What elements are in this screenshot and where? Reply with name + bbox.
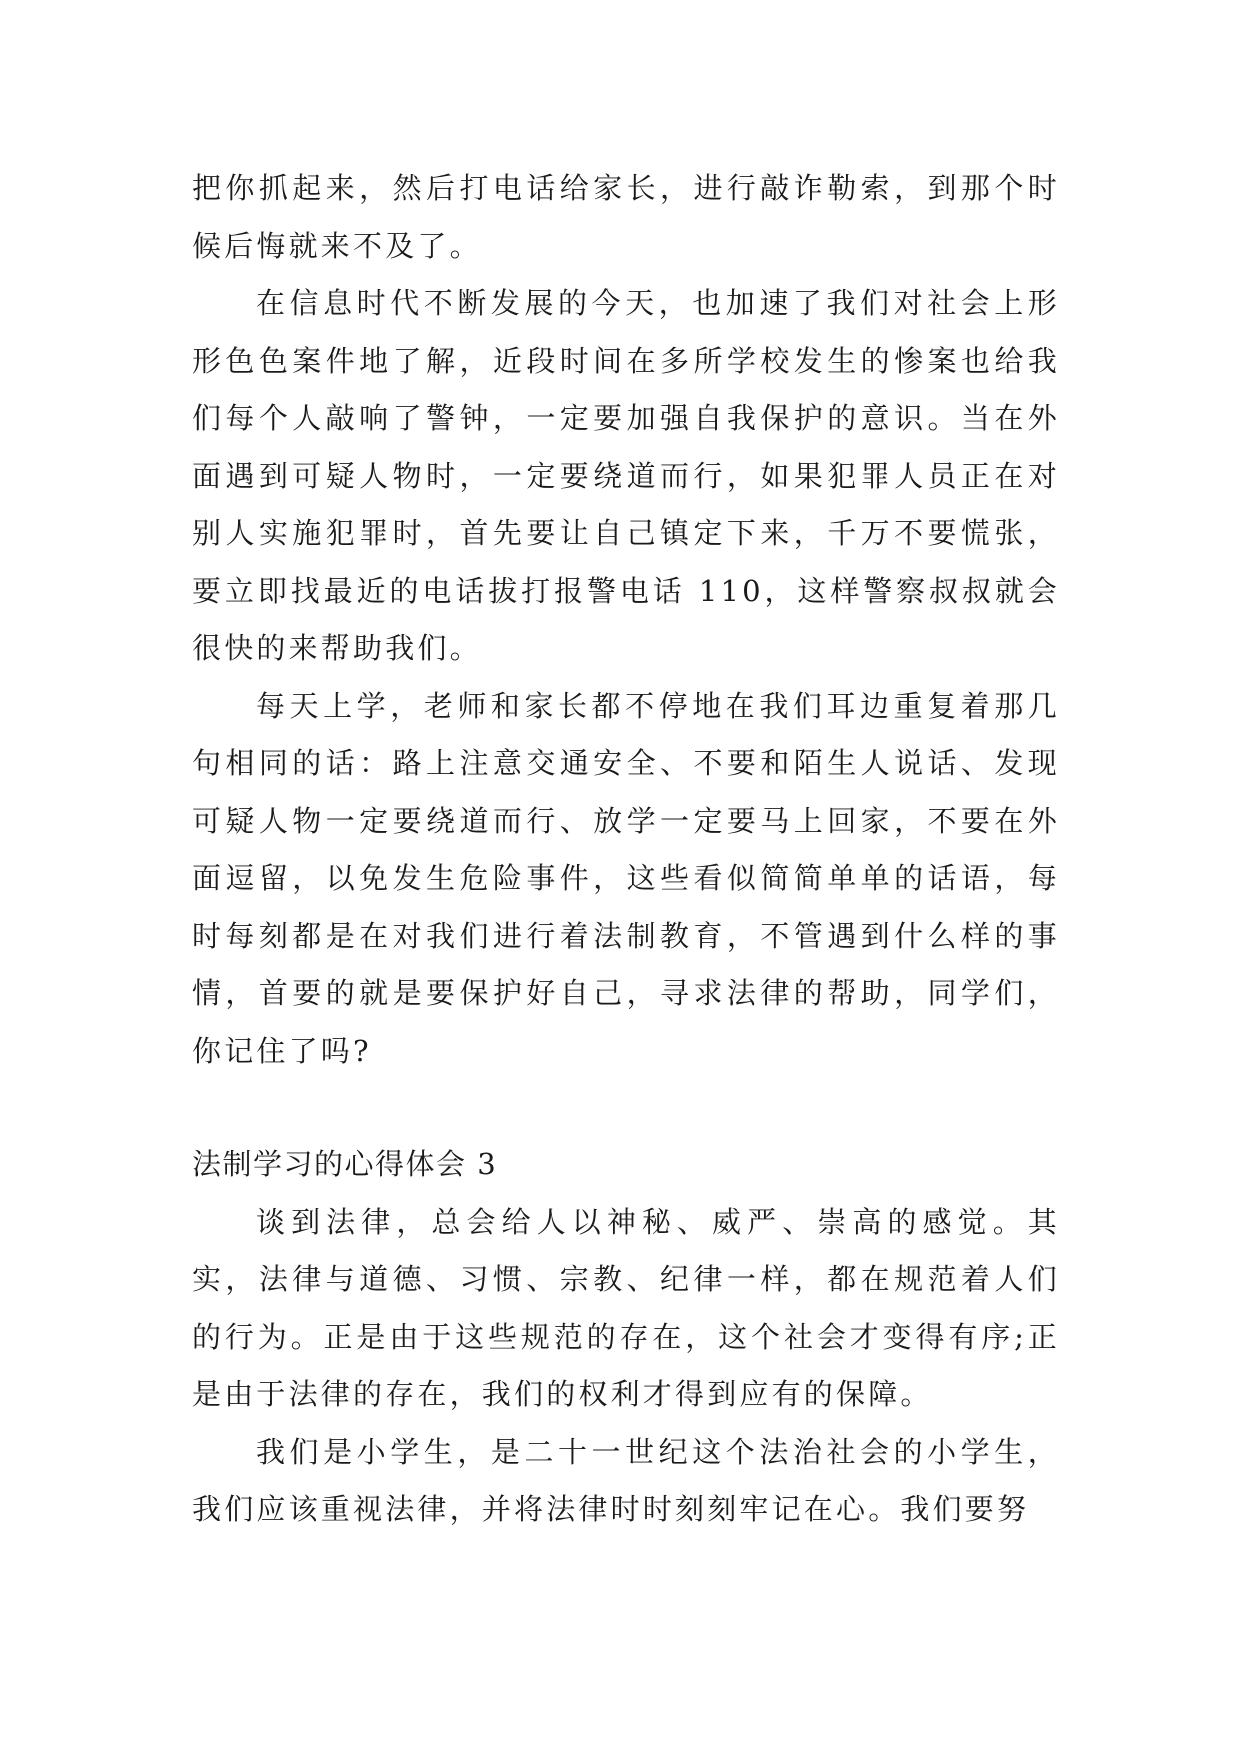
paragraph-students: 我们是小学生，是二十一世纪这个法治社会的小学生，我们应该重视法律，并将法律时时刻刻牢记在心。我们要努 <box>192 1434 1060 1526</box>
paragraph-information-age: 在信息时代不断发展的今天，也加速了我们对社会上形形色色案件地了解，近段时间在多所学校发生的惨案也给我们每个人敲响了警钟，一定要加强自我保护的意识。当在外面遇到可疑人物时，一定要绕道而行，如果犯罪人员正在对别人实施犯罪时，首先要让自己镇定下来，千万不要慌张，要立即找最近的电话拔打报警电话 110，这样警察叔叔就会很快的来帮助我们。 <box>192 286 1060 665</box>
document-body <box>192 160 1060 1539</box>
paragraph-law-intro: 谈到法律，总会给人以神秘、威严、崇高的感觉。其实，法律与道德、习惯、宗教、纪律一样，都在规范着人们的行为。正是由于这些规范的存在，这个社会才变得有序;正是由于法律的存在，我们的权利才得到应有的保障。 <box>192 1204 1060 1411</box>
paragraph-continuation: 把你抓起来，然后打电话给家长，进行敲诈勒索，到那个时候后悔就来不及了。 <box>192 171 1060 263</box>
paragraph-daily-school: 每天上学，老师和家长都不停地在我们耳边重复着那几句相同的话：路上注意交通安全、不要和陌生人说话、发现可疑人物一定要绕道而行、放学一定要马上回家，不要在外面逗留，以免发生危险事件，这些看似简简单单的话语，每时每刻都是在对我们进行着法制教育，不管遇到什么样的事情，首要的就是要保护好自己，寻求法律的帮助，同学们，你记住了吗? <box>192 688 1060 1068</box>
section-heading: 法制学习的心得体会 3 <box>192 1147 498 1181</box>
